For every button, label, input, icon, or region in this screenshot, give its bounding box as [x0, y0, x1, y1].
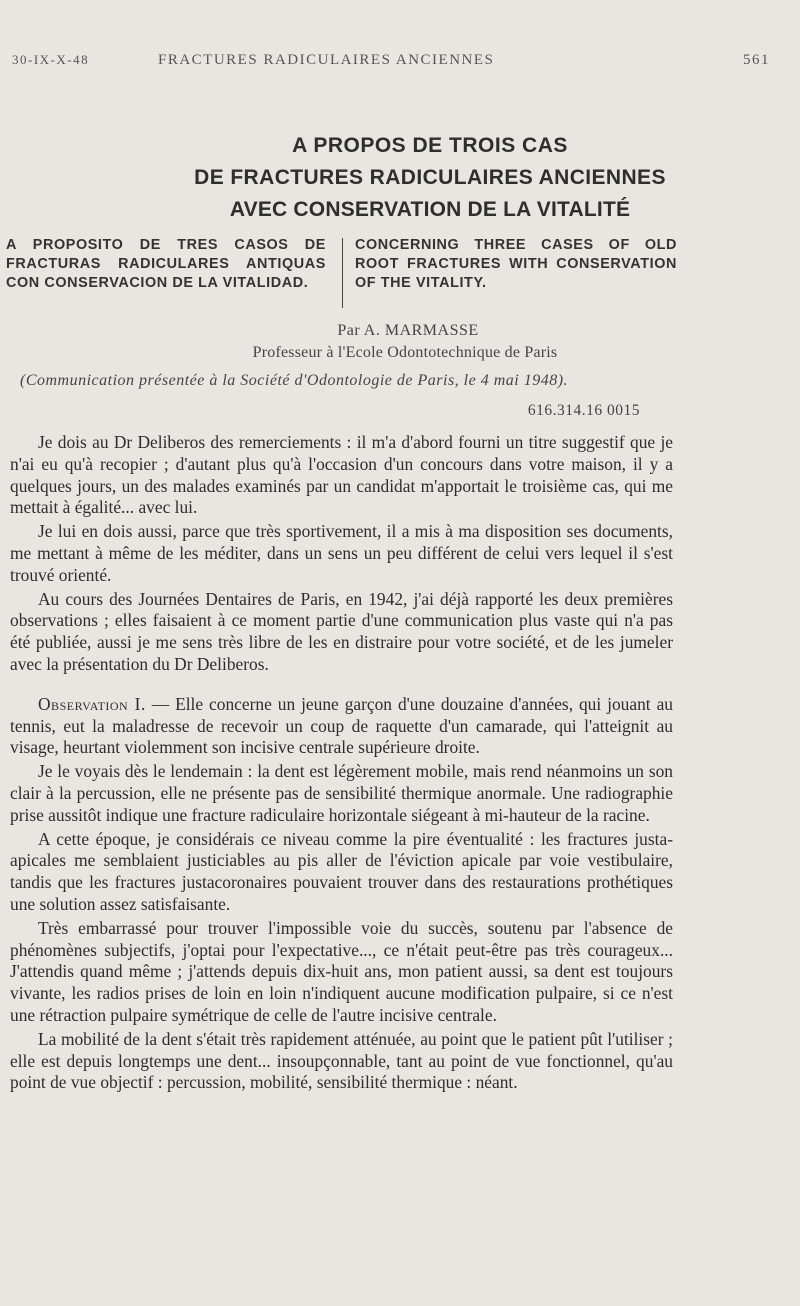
running-head: [12, 52, 770, 76]
column-divider: [342, 238, 343, 308]
paragraph: Je dois au Dr Deliberos des remerciements : il m'a d'abord fourni un titre suggestif que je n'ai eu qu'à recopier ; d'autant plus qu'à l'occasion d'un concours dans votre maison, il y a quelques jours, un des malades examinés par un candidat m'apportait le troisième cas, qui me mettait à égalité... avec lui.: [10, 432, 673, 518]
running-head-title: FRACTURES RADICULAIRES ANCIENNES: [158, 52, 495, 68]
subtitle-spanish: A PROPOSITO DE TRES CASOS DE FRACTURAS RADICULARES ANTIQUAS CON CONSERVACION DE LA VITALIDAD.: [6, 237, 326, 291]
paragraph: Je lui en dois aussi, parce que très sportivement, il a mis à ma disposition ses documents, me mettant à même de les méditer, dans un sens un peu différent de celui vers lequel il s'est trouvé orienté.: [10, 521, 673, 585]
article-body: [10, 432, 673, 1096]
article-title-line-2: DE FRACTURES RADICULAIRES ANCIENNES: [194, 166, 666, 189]
running-head-date: 30-IX-X-48: [12, 52, 90, 67]
affiliation: Professeur à l'Ecole Odontotechnique de Paris: [252, 344, 558, 361]
subtitle-english: CONCERNING THREE CASES OF OLD ROOT FRACTURES WITH CONSERVATION OF THE VITALITY.: [355, 237, 677, 291]
observation-label: Observation I.: [38, 693, 146, 714]
page-number: 561: [743, 52, 770, 68]
communication-note: (Communication présentée à la Société d'Odontologie de Paris, le 4 mai 1948).: [20, 372, 569, 389]
observation-text: — Elle concerne un jeune garçon d'une douzaine d'années, qui jouant au tennis, eut la maladresse de recevoir un coup de raquette d'un camarade, qui l'atteignit au visage, heurtant violemment son incisive centrale supérieure droite.: [10, 693, 673, 758]
paragraph: La mobilité de la dent s'était très rapidement atténuée, au point que le patient pût l'utiliser ; elle est depuis longtemps une dent... insoupçonnable, tant au point de vue fonctionnel, qu'au point de vue objectif : percussion, mobilité, sensibilité thermique : néant.: [10, 1028, 673, 1093]
article-title-line-1: A PROPOS DE TROIS CAS: [292, 134, 568, 157]
author: Par A. MARMASSE: [337, 322, 479, 339]
paragraph: Très embarrassé pour trouver l'impossible voie du succès, soutenu par l'absence de phénomènes subjectifs, j'optai pour l'expectative..., ce n'était peut-être pas très courageux... J'attendis quand même ; j'attends depuis dix-huit ans, mon patient aussi, sa dent est toujours vivante, les radios prises de loin en loin n'indiquent aucune modification pulpaire, si ce n'est une rétraction pulpaire symétrique de celle de l'autre incisive centrale.: [10, 917, 673, 1025]
classification-code: 616.314.16 0015: [527, 402, 640, 419]
article-title-line-3: AVEC CONSERVATION DE LA VITALITÉ: [229, 198, 631, 221]
paragraph: Je le voyais dès le lendemain : la dent est légèrement mobile, mais rend néanmoins un son clair à la percussion, elle ne présente pas de sensibilité thermique anormale. Une radiographie prise aussitôt indique une fracture radiculaire horizontale siégeant à mi-hauteur de la racine.: [10, 761, 673, 825]
paragraph: Au cours des Journées Dentaires de Paris, en 1942, j'ai déjà rapporté les deux premières observations ; elles faisaient à ce moment partie d'une communication plus vaste qui n'a pas été publiée, aussi je me sens très libre de les en distraire pour votre société, et de les jumeler avec la présentation du Dr Deliberos.: [10, 588, 673, 674]
paragraph: A cette époque, je considérais ce niveau comme la pire éventualité : les fractures justa-apicales me semblaient justiciables au pis aller de l'éviction apicale par voie vestibulaire, tandis que les fractures justacoronaires pouvaient trouver dans des restaurations prothétiques une solution assez satisfaisante.: [10, 828, 673, 914]
observation-paragraph: [10, 694, 673, 759]
